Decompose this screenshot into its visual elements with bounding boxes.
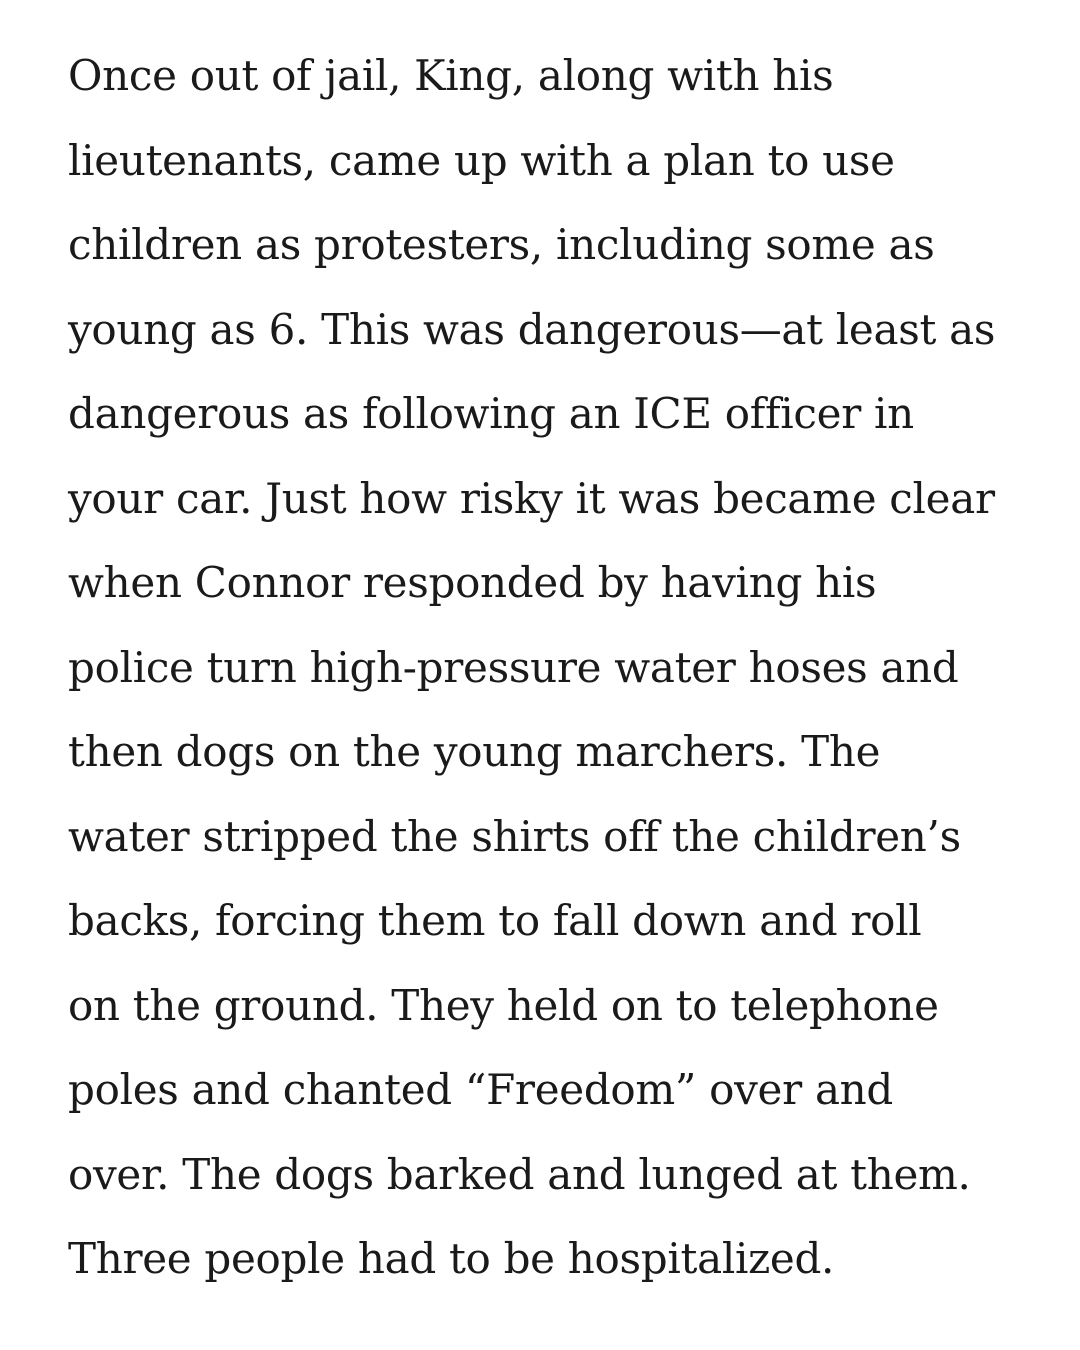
paragraph-line-1: Once out of jail, King, along with his <box>68 51 834 100</box>
paragraph-line-7: when Connor responded by having his <box>68 558 877 607</box>
paragraph-line-5: dangerous as following an ICE officer in <box>68 389 914 438</box>
paragraph-line-15: Three people had to be hospitalized. <box>68 1234 835 1283</box>
paragraph-line-4: young as 6. This was dangerous—at least as <box>68 304 996 354</box>
paragraph-line-3: children as protesters, including some as <box>68 220 935 269</box>
paragraph-line-6: your car. Just how risky it was became clear <box>68 473 995 523</box>
paragraph-line-2: lieutenants, came up with a plan to use <box>68 135 895 185</box>
paragraph-line-11: backs, forcing them to fall down and roll <box>68 896 922 945</box>
paragraph-line-10: water stripped the shirts off the children’s <box>68 811 961 861</box>
paragraph-line-12: on the ground. They held on to telephone <box>68 980 939 1030</box>
article-paragraph <box>68 34 1058 1302</box>
paragraph-line-8: police turn high-pressure water hoses and <box>68 642 959 692</box>
paragraph-line-9: then dogs on the young marchers. The <box>68 727 881 776</box>
paragraph-line-13: poles and chanted “Freedom” over and <box>68 1065 894 1114</box>
paragraph-line-14: over. The dogs barked and lunged at them. <box>68 1149 971 1199</box>
